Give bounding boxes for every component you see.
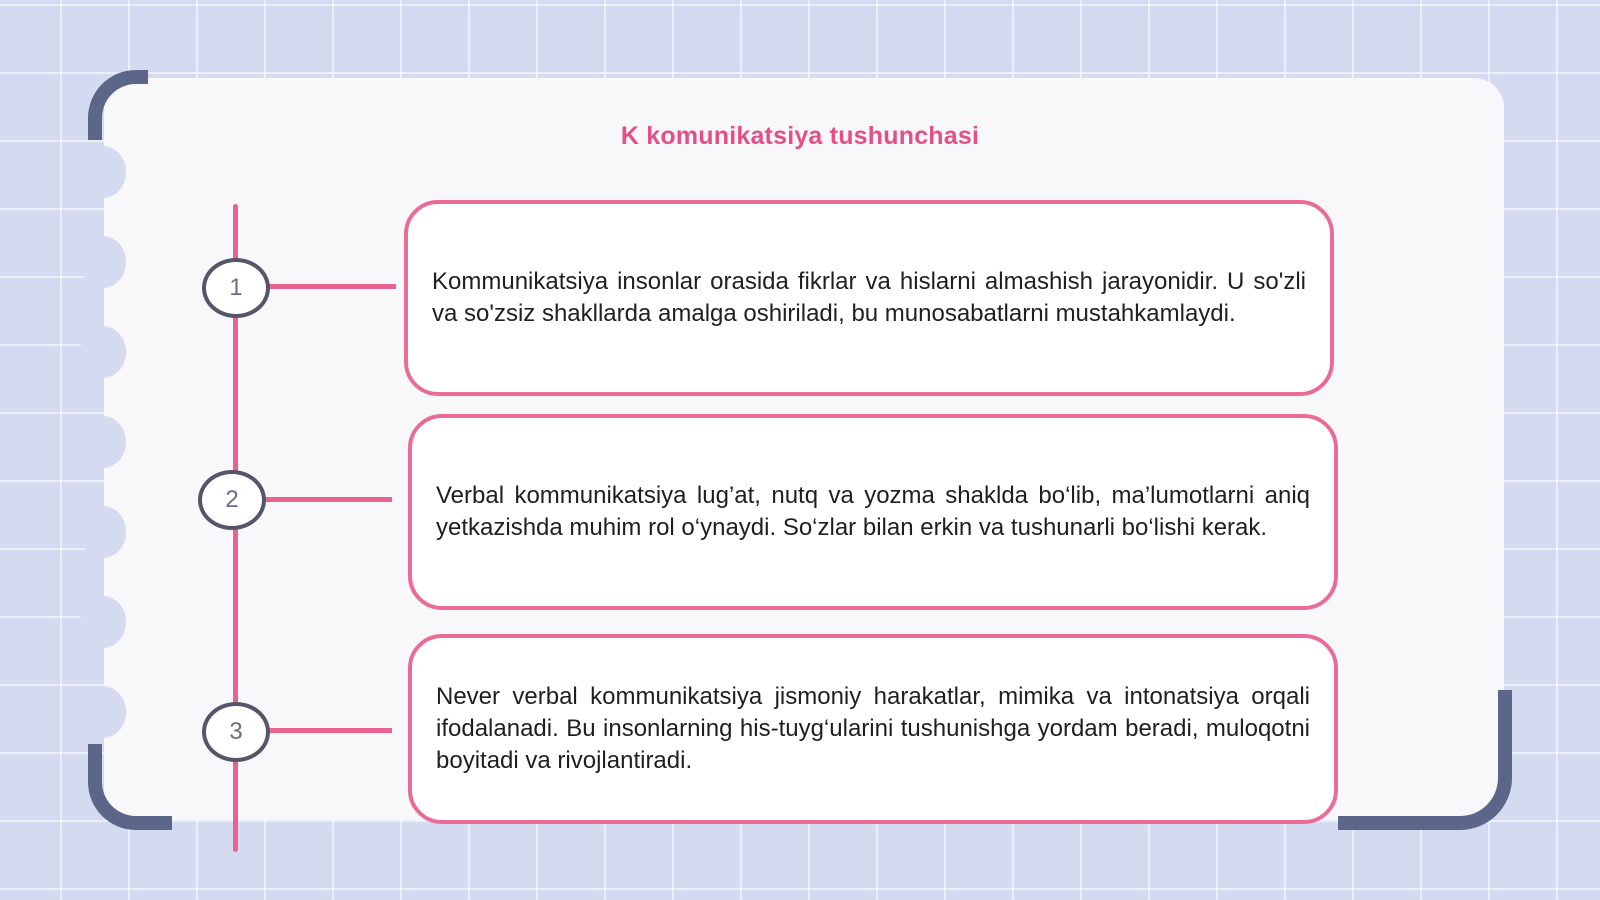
notebook-hole [80, 596, 126, 648]
notebook-hole [80, 416, 126, 468]
corner-bracket-bottom-left [88, 744, 172, 830]
notebook-hole [80, 686, 126, 738]
text-card-2 [408, 414, 1338, 610]
text-card-3-body: Never verbal kommunikatsiya jismoniy harakatlar, mimika va intonatsiya orqali ifodalanadi. Bu insonlarning his-tuyg‘ularini tushunishga yordam beradi, muloqotni boyitadi va rivojlantiradi. [436, 683, 1310, 774]
notebook-hole [80, 146, 126, 198]
notebook-hole [80, 326, 126, 378]
timeline-connector [266, 284, 396, 289]
step-number-3: 3 [202, 702, 270, 762]
corner-bracket-bottom-right [1338, 690, 1512, 830]
step-number-2: 2 [198, 470, 266, 530]
text-card-1 [404, 200, 1334, 396]
timeline-connector [262, 497, 392, 502]
notebook-hole [80, 506, 126, 558]
text-card-1-body: Kommunikatsiya insonlar orasida fikrlar va hislarni almashish jarayonidir. U so'zli va so'zsiz shakllarda amalga oshiriladi, bu munosabatlarni mustahkamlaydi. [432, 268, 1306, 327]
timeline-connector [266, 728, 392, 733]
step-number-1: 1 [202, 258, 270, 318]
text-card-2-body: Verbal kommunikatsiya lug’at, nutq va yozma shaklda bo‘lib, ma’lumotlarni aniq yetkazishda muhim rol o‘ynaydi. So‘zlar bilan erkin va tushunarli bo‘lishi kerak. [436, 482, 1310, 541]
notebook-hole [80, 236, 126, 288]
text-card-3 [408, 634, 1338, 824]
slide-title: K komunikatsiya tushunchasi [620, 122, 980, 150]
